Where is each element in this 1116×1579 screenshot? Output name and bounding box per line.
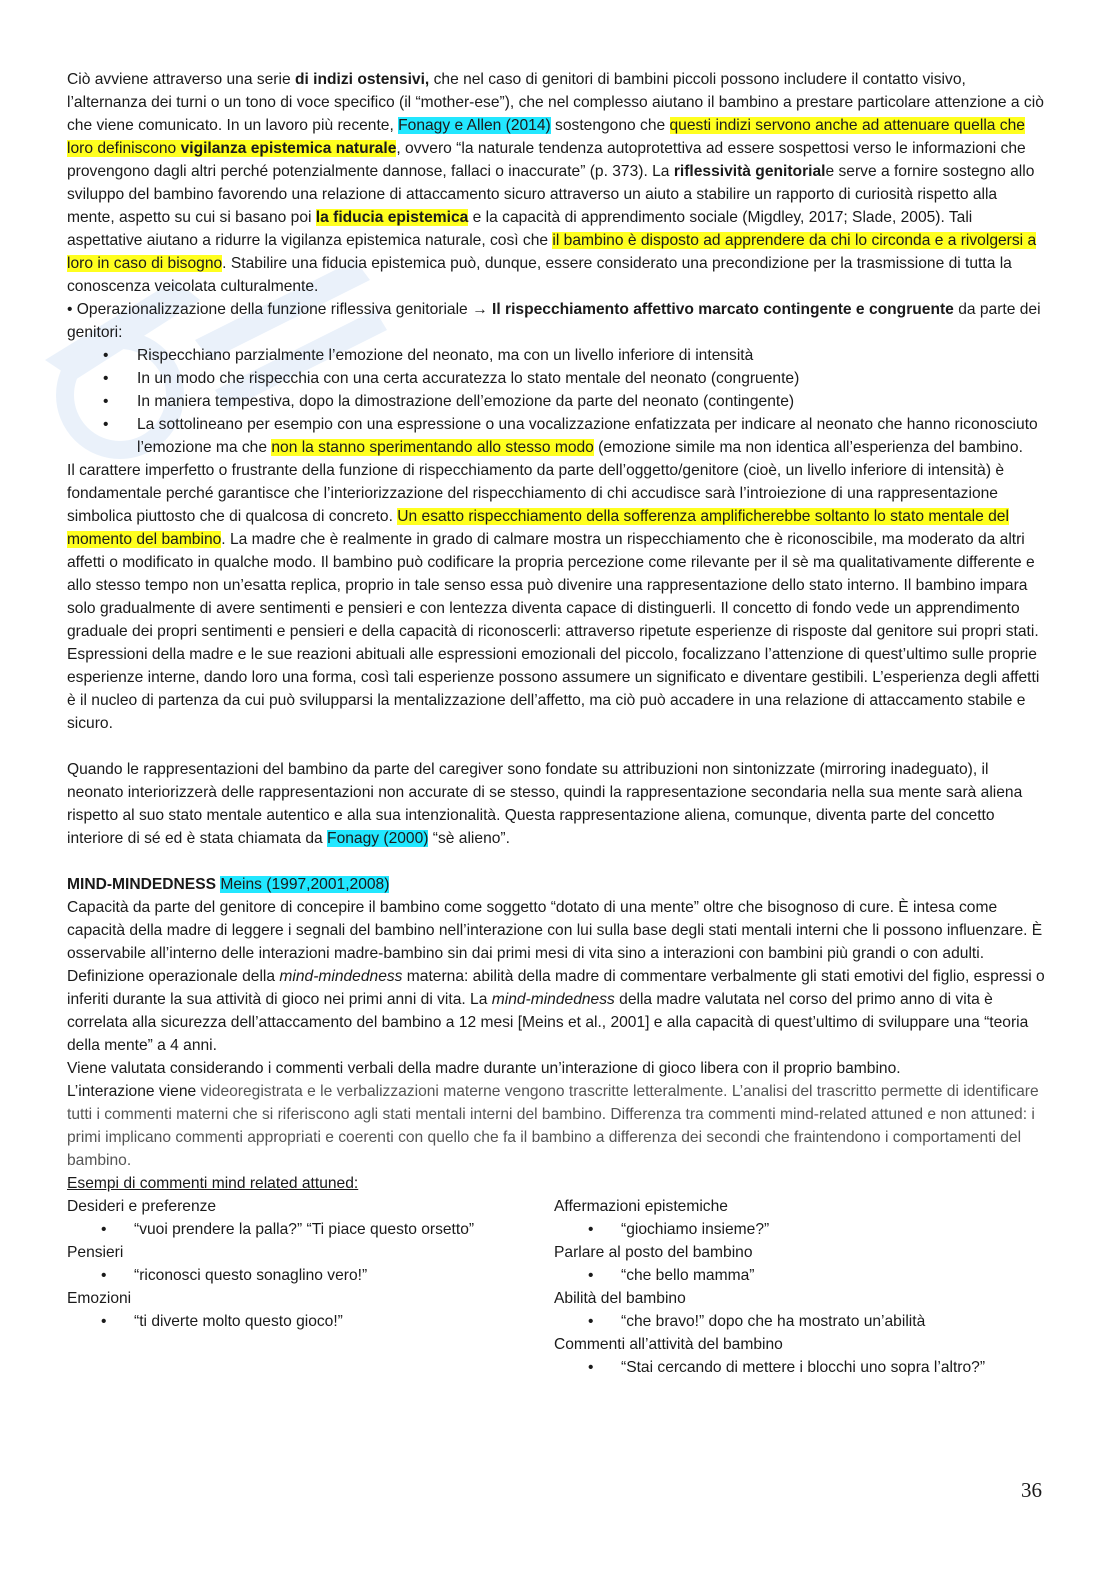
page-number: 36 <box>1021 1478 1042 1502</box>
list-item: • In un modo che rispecchia con una certa accuratezza lo stato mentale del neonato (congruente) <box>67 367 1045 390</box>
example-category: Desideri e preferenze <box>67 1198 217 1215</box>
paragraph-imperfect-mirroring: Il carattere imperfetto o frustrante della funzione di rispecchiamento da parte dell’oggetto/genitore (cioè, un livello inferiore di intensità) è fondamentale perché garantisce che l’interiorizzazione del rispecchiamento di chi accudisce sarà l’introiezione di una rappresentazione simbolica piuttosto che di qualcosa di concreto. Un esatto rispecchiamento della sofferenza amplificherebbe soltanto lo stato mentale del momento del bambino. La madre che è realmente in grado di calmare mostra un rispecchiamento che è riconoscibile, ma moderato da altri affetti o modificato in qualche modo. Il bambino può codificare la propria percezione come rilevante per il sè ma qualitativamente differente e allo stesso tempo non un’esatta replica, proprio in tale senso essa può divenire una rappresentazione dello stato interno. Il bambino impara solo gradualmente di avere sentimenti e pensieri e con lentezza diventa capace di distinguerli. Il concetto di fondo vede un apprendimento graduale dei propri sentimenti e pensieri e della capacità di riconoscerli: attraverso ripetute esperienze di risposte dal genitore sui propri stati. Espressioni della madre e le sue reazioni abituali alle espressioni emozionali del piccolo, focalizzano l’attenzione di quest’ultimo sulle proprie esperienze interne, dando loro una forma, così tali esperienze possono assumere un significato e diventare gestibili. L’esperienza degli affetti è il nucleo di partenza da cui può svilupparsi la mentalizzazione dell’affetto, ma ciò può accadere in una relazione di attaccamento stabile e sicuro. <box>67 462 1040 732</box>
section-heading-mind-mindedness: MIND-MINDEDNESS Meins (1997,2001,2008) <box>67 876 390 893</box>
example-item: • “che bravo!” dopo che ha mostrato un’abilità <box>554 1310 1041 1333</box>
citation-fonagy-2000: Fonagy (2000) <box>327 830 429 847</box>
example-item: • “giochiamo insieme?” <box>554 1218 1041 1241</box>
paragraph-mm-operational: Definizione operazionale della mind-mindedness materna: abilità della madre di commentare verbalmente gli stati emotivi del figlio, espressi o inferiti durante la sua attività di gioco nei primi anni di vita. La mind-mindedness della madre valutata nel corso del primo anno di vita è correlata alla sicurezza dell’attaccamento del bambino a 12 mesi [Meins et al., 2001] e alla capacità di quest’ultimo di sviluppare una “teoria della mente” a 4 anni. <box>67 968 1045 1054</box>
list-item: • Rispecchiano parzialmente l’emozione del neonato, ma con un livello inferiore di intensità <box>67 344 1045 367</box>
citation-meins: Meins (1997,2001,2008) <box>220 876 390 893</box>
examples-right-column <box>554 1195 1041 1379</box>
examples-columns <box>67 1195 1045 1379</box>
paragraph-mm-definition: Capacità da parte del genitore di concepire il bambino come soggetto “dotato di una mente” oltre che bisognoso di cure. È intesa come capacità della madre di leggere i segnali del bambino nell’interazione con lui sulla base degli stati mentali interni che li possono influenzare. È osservabile all’interno delle interazioni madre-bambino sin dai primi mesi di vita sino a interazioni con bambini più grandi o con adulti. <box>67 899 1043 962</box>
list-item: • In maniera tempestiva, dopo la dimostrazione dell’emozione da parte del neonato (contingente) <box>67 390 1045 413</box>
list-item: • La sottolineano per esempio con una espressione o una vocalizzazione enfatizzata per indicare al neonato che hanno riconosciuto l’emozione ma che non la stanno sperimentando allo stesso modo (emozione simile ma non identica all’esperienza del bambino. <box>67 413 1045 459</box>
example-item: • “riconosci questo sonaglino vero!” <box>67 1264 554 1287</box>
example-item: • “Stai cercando di mettere i blocchi uno sopra l’altro?” <box>554 1356 1041 1379</box>
example-item: • “che bello mamma” <box>554 1264 1041 1287</box>
paragraph-mm-assessment: Viene valutata considerando i commenti verbali della madre durante un’interazione di gioco libera con il proprio bambino. <box>67 1060 901 1077</box>
example-item: • “ti diverte molto questo gioco!” <box>67 1310 554 1333</box>
document-body <box>67 68 1045 1379</box>
arrow-right-icon: → <box>472 301 488 318</box>
paragraph-mm-transcript: L’interazione viene videoregistrata e le verbalizzazioni materne vengono trascritte letteralmente. L’analisi del trascritto permette di identificare tutti i commenti materni che si riferiscono agli stati mentali interni del bambino. Differenza tra commenti mind-related attuned e non attuned: i primi implicano commenti appropriati e coerenti con quello che fa il bambino a differenza dei secondi che fraintendono i comportamenti del bambino. <box>67 1083 1039 1169</box>
example-category: Pensieri <box>67 1244 124 1261</box>
example-category: Commenti all’attività del bambino <box>554 1336 783 1353</box>
examples-title: Esempi di commenti mind related attuned: <box>67 1175 359 1192</box>
paragraph-ostensive-cues: Ciò avviene attraverso una serie di indizi ostensivi, che nel caso di genitori di bambini piccoli possono includere il contatto visivo, l’alternanza dei turni o un tono di voce specifico (il “mother-ese”), che nel complesso aiutano il bambino a prestare particolare attenzione a ciò che viene comunicato. In un lavoro più recente, Fonagy e Allen (2014) sostengono che questi indizi servono anche ad attenuare quella che loro definiscono vigilanza epistemica naturale, ovvero “la naturale tendenza autoprotettiva ad essere sospettosi verso le informazioni che provengono dagli altri perché potenzialmente dannose, fallaci o inaccurate” (p. 373). La riflessività genitoriale serve a fornire sostegno allo sviluppo del bambino favorendo una relazione di attaccamento sicuro attraverso un aiuto a stabilire un rapporto di curiosità rispetto alla mente, aspetto su cui si basano poi la fiducia epistemica e la capacità di apprendimento sociale (Migdley, 2017; Slade, 2005). Tali aspettative aiutano a ridurre la vigilanza epistemica naturale, così che il bambino è disposto ad apprendere da chi lo circonda e a rivolgersi a loro in caso di bisogno. Stabilire una fiducia epistemica può, dunque, essere considerato una precondizione per la trasmissione di tutta la conoscenza veicolata culturalmente. <box>67 71 1044 295</box>
example-item: • “vuoi prendere la palla?” “Ti piace questo orsetto” <box>67 1218 554 1241</box>
example-category: Emozioni <box>67 1290 132 1307</box>
example-category: Parlare al posto del bambino <box>554 1244 753 1261</box>
example-category: Abilità del bambino <box>554 1290 686 1307</box>
example-category: Affermazioni epistemiche <box>554 1198 728 1215</box>
citation-fonagy-allen-2014: Fonagy e Allen (2014) <box>398 117 551 134</box>
examples-left-column <box>67 1195 554 1379</box>
mirroring-list <box>67 344 1045 459</box>
paragraph-alien-self: Quando le rappresentazioni del bambino da parte del caregiver sono fondate su attribuzioni non sintonizzate (mirroring inadeguato), il neonato interiorizzerà delle rappresentazioni non accurate di se stesso, quindi la rappresentazione secondaria nella sua mente sarà aliena rispetto al suo stato mentale autentico e alla sua intenzionalità. Questa rappresentazione aliena, comunque, diventa parte del concetto interiore di sé ed è stata chiamata da Fonagy (2000) “sè alieno”. <box>67 761 1023 847</box>
paragraph-operationalization: • Operazionalizzazione della funzione riflessiva genitoriale → Il rispecchiamento affettivo marcato contingente e congruente da parte dei genitori: <box>67 301 1041 341</box>
